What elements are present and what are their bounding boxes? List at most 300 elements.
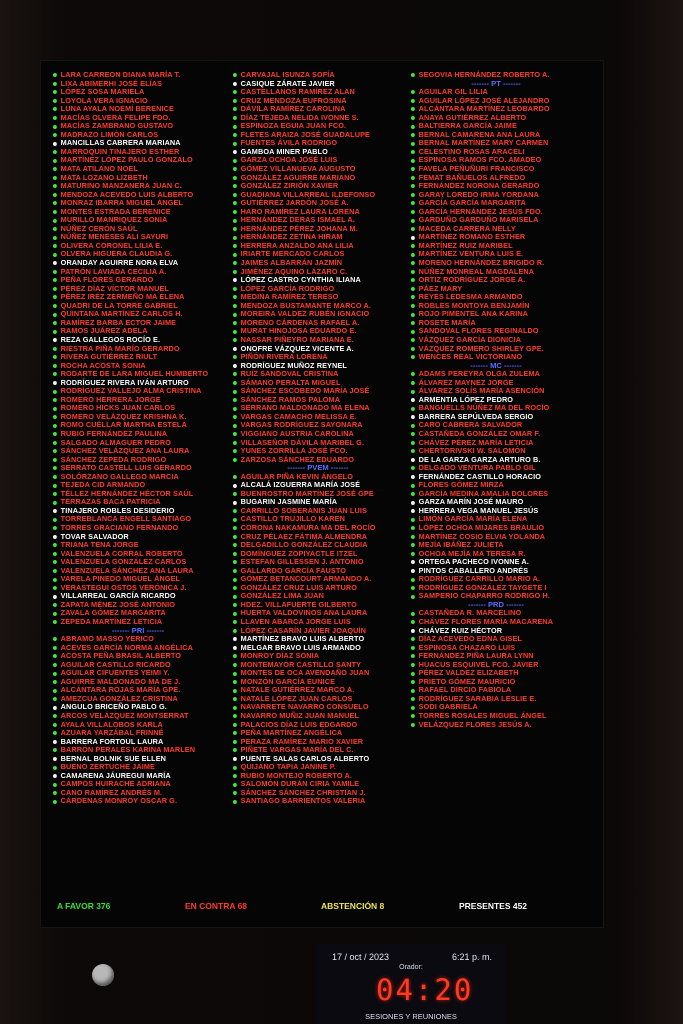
deputy-name: VELÁZQUEZ FLORES JESÚS A. xyxy=(418,719,532,729)
vote-indicator-icon xyxy=(53,714,57,718)
deputy-name: NAVARRETE NAVARRO CONSUELO xyxy=(240,702,369,712)
vote-indicator-icon xyxy=(53,116,57,120)
vote-indicator-icon xyxy=(411,355,415,359)
vote-indicator-icon xyxy=(411,176,415,180)
vote-indicator-icon xyxy=(233,415,237,419)
vote-indicator-icon xyxy=(53,313,57,317)
vote-indicator-icon xyxy=(411,184,415,188)
deputy-name: GARAY LOREDO IRMA YORDANA xyxy=(418,189,539,199)
deputy-row xyxy=(411,721,574,730)
deputy-name: NATALE LÓPEZ JUAN CARLOS xyxy=(240,693,353,703)
vote-indicator-icon xyxy=(411,441,415,445)
vote-indicator-icon xyxy=(233,125,237,129)
vote-indicator-icon xyxy=(411,304,415,308)
vote-column-3 xyxy=(411,71,581,729)
deputy-name: TEJEDA CID ARMANDO xyxy=(60,480,146,490)
vote-indicator-icon xyxy=(411,321,415,325)
session-clock-panel xyxy=(316,944,506,1024)
deputy-name: MATA LOZANO LIZBETH xyxy=(60,172,148,182)
vote-indicator-icon xyxy=(233,236,237,240)
deputy-name: ÁLVAREZ MAYNEZ JORGE xyxy=(418,377,514,387)
deputy-name: SÁNCHEZ SÁNCHEZ CHRISTIAN J. xyxy=(240,787,366,797)
vote-indicator-icon xyxy=(233,270,237,274)
deputy-name: NATALE GUTIÉRREZ MARCO A. xyxy=(240,685,355,695)
deputy-name: AGUILAR GIL LILIA xyxy=(418,87,488,97)
deputy-name: BANGUELLS NÚÑEZ MA DEL ROCÍO xyxy=(418,403,550,413)
deputy-name: TERRAZAS BACA PATRICIA xyxy=(60,497,161,507)
deputy-name: OCHOA MEJÍA MA TERESA R. xyxy=(418,548,526,558)
vote-indicator-icon xyxy=(53,441,57,445)
deputy-name: CASTAÑEDA GONZÁLEZ OMAR F. xyxy=(418,428,541,438)
vote-indicator-icon xyxy=(233,646,237,650)
deputy-name: JAIMES ALBARRÁN JAZMÍN xyxy=(240,258,343,268)
vote-indicator-icon xyxy=(411,458,415,462)
deputy-row xyxy=(53,797,216,806)
vote-indicator-icon xyxy=(53,159,57,163)
vote-indicator-icon xyxy=(411,484,415,488)
vote-indicator-icon xyxy=(53,381,57,385)
deputy-name: MARTÍNEZ RUIZ MARIBEL xyxy=(418,240,513,250)
deputy-name: ONOFRE VÁZQUEZ VICENTE A. xyxy=(240,343,354,353)
deputy-name: ZAVALA GÓMEZ MARGARITA xyxy=(60,608,166,618)
vote-indicator-icon xyxy=(411,313,415,317)
deputy-name: GÓMEZ VILLANUEVA AUGUSTO xyxy=(240,164,356,174)
deputy-name: RAFAEL DIRCIO FABIOLA xyxy=(418,685,512,695)
vote-indicator-icon xyxy=(53,287,57,291)
vote-indicator-icon xyxy=(53,133,57,137)
deputy-name: FERNÁNDEZ NORONA GERARDO xyxy=(418,181,540,191)
vote-indicator-icon xyxy=(53,774,57,778)
deputy-name: LIXA ABIMERHI JOSÉ ELÍAS xyxy=(60,78,163,88)
vote-indicator-icon xyxy=(411,116,415,120)
vote-indicator-icon xyxy=(53,663,57,667)
deputy-name: CHÁVEZ PÉREZ MARÍA LETICIA xyxy=(418,437,534,447)
deputy-name: HUERTA VALDOVINOS ANA LAURA xyxy=(240,608,368,618)
vote-indicator-icon xyxy=(233,295,237,299)
deputy-name: LÓPEZ CASARÍN JAVIER JOAQUÍN xyxy=(240,625,366,635)
deputy-name: VÁZQUEZ ROMERO SHIRLEY GPE. xyxy=(418,343,544,353)
vote-indicator-icon xyxy=(411,90,415,94)
vote-indicator-icon xyxy=(53,355,57,359)
vote-indicator-icon xyxy=(53,697,57,701)
vote-indicator-icon xyxy=(53,723,57,727)
vote-indicator-icon xyxy=(53,757,57,761)
deputy-name: GONZÁLEZ ZIRIÓN XAVIER xyxy=(240,181,339,191)
vote-indicator-icon xyxy=(53,372,57,376)
deputy-name: BERNAL CAMARENA ANA LAURA xyxy=(418,129,541,139)
deputy-name: GÓMEZ BETANCOURT ARMANDO A. xyxy=(240,574,372,584)
deputy-name: ROBLES MONTOYA BENJAMÍN xyxy=(418,300,530,310)
vote-indicator-icon xyxy=(233,432,237,436)
deputy-name: DOMÍNGUEZ ZOPIYACTLE ITZEL xyxy=(240,548,358,558)
vote-indicator-icon xyxy=(411,492,415,496)
vote-indicator-icon xyxy=(53,552,57,556)
deputy-name: DÁVILA RAMÍREZ CAROLINA xyxy=(240,104,346,114)
deputy-name: MELGAR BRAVO LUIS ARMANDO xyxy=(240,642,361,652)
deputy-name: MACEDA CARRERA NELLY xyxy=(418,223,516,233)
orador-label: Orador: xyxy=(399,964,423,971)
deputy-name: VILLASEÑOR DÁVILA MARIBEL G. xyxy=(240,437,365,447)
vote-indicator-icon xyxy=(411,697,415,701)
vote-indicator-icon xyxy=(233,595,237,599)
vote-indicator-icon xyxy=(411,663,415,667)
vote-tally-board xyxy=(40,60,604,928)
deputy-name: RIESTRA PIÑA MARÍO GERARDO xyxy=(60,343,180,353)
deputy-name: GARZA OCHOA JOSÉ LUIS xyxy=(240,155,338,165)
deputy-name: HERNÁNDEZ ZETINA HIRAM xyxy=(240,232,343,242)
deputy-name: HUACUS ESQUIVEL FCO. JAVIER xyxy=(418,659,539,669)
deputy-name: CRUZ MENDOZA EUFROSINA xyxy=(240,95,347,105)
deputy-name: MARTÍNEZ COSIO ELVIA YOLANDA xyxy=(418,531,546,541)
deputy-name: GARCÍA MEDINA AMALIA DOLORES xyxy=(418,488,549,498)
deputy-name: ALCALÁ IZGUERRA MARÍA JOSÉ xyxy=(240,480,361,490)
deputy-name: YUNES ZORRILLA JOSÉ FCO. xyxy=(240,446,348,456)
deputy-name: SALGADO ALMAGUER PEDRO xyxy=(60,437,172,447)
deputy-name: VARGAS CAMACHO MELISSA E. xyxy=(240,411,357,421)
vote-indicator-icon xyxy=(233,680,237,684)
vote-indicator-icon xyxy=(233,526,237,530)
deputy-name: FEMAT BAÑUELOS ALFREDO xyxy=(418,172,526,182)
deputy-name: CANO RAMÍREZ ANDRÉS M. xyxy=(60,787,163,797)
vote-indicator-icon xyxy=(233,637,237,641)
vote-indicator-icon xyxy=(233,313,237,317)
deputy-name: CELESTINO ROSAS ARACELI xyxy=(418,146,525,156)
vote-indicator-icon xyxy=(411,612,415,616)
vote-indicator-icon xyxy=(233,518,237,522)
deputy-name: SÁNCHEZ ESCOBEDO MARÍA JOSÉ xyxy=(240,386,370,396)
deputy-name: PIÑETE VARGAS MARÍA DEL C. xyxy=(240,745,354,755)
deputy-name: DÍAZ ACEVEDO EDNA GISEL xyxy=(418,634,523,644)
deputy-name: BUGARIN JASMINE MARÍA xyxy=(240,497,338,507)
deputy-name: RIVERA GUTIÉRREZ RIULT xyxy=(60,352,158,362)
deputy-name: ARCOS VELÁZQUEZ MONTSERRAT xyxy=(60,711,189,721)
deputy-name: OLIVERA CORONEL LILIA E. xyxy=(60,240,163,250)
deputy-name: RUÍZ SANDOVAL CRISTINA xyxy=(240,369,339,379)
vote-indicator-icon xyxy=(53,278,57,282)
deputy-name: RODRÍGUEZ SARABIA LESLIE E. xyxy=(418,693,537,703)
deputy-name: GARCÍA HERNÁNDEZ JESÚS FDO. xyxy=(418,206,543,216)
deputy-name: CAMPOS HUIRACHE ADRIANA xyxy=(60,779,171,789)
vote-indicator-icon xyxy=(233,210,237,214)
vote-indicator-icon xyxy=(233,219,237,223)
deputy-name: RUBIO MONTEJO ROBERTO A. xyxy=(240,770,352,780)
vote-indicator-icon xyxy=(233,167,237,171)
vote-indicator-icon xyxy=(53,270,57,274)
vote-indicator-icon xyxy=(53,466,57,470)
vote-indicator-icon xyxy=(53,390,57,394)
vote-indicator-icon xyxy=(53,295,57,299)
vote-indicator-icon xyxy=(411,432,415,436)
vote-indicator-icon xyxy=(411,287,415,291)
deputy-name: SÁNCHEZ RAMOS PALOMA xyxy=(240,394,341,404)
vote-indicator-icon xyxy=(233,364,237,368)
vote-indicator-icon xyxy=(411,672,415,676)
deputy-name: PIÑÓN RIVERA LORENA xyxy=(240,352,328,362)
vote-indicator-icon xyxy=(411,714,415,718)
vote-indicator-icon xyxy=(411,107,415,111)
deputy-name: MARTÍNEZ BRAVO LUIS ALBERTO xyxy=(240,634,365,644)
vote-indicator-icon xyxy=(233,552,237,556)
deputy-name: HERRERA ANZALDO ANA LILIA xyxy=(240,240,354,250)
deputy-name: FUENTES ÁVILA RODRIGO xyxy=(240,138,338,148)
deputy-name: SOLÓRZANO GALLEGO MARCIA xyxy=(60,471,179,481)
vote-indicator-icon xyxy=(233,304,237,308)
vote-indicator-icon xyxy=(233,330,237,334)
deputy-name: MARTÍNEZ LÓPEZ PAULO GONZALO xyxy=(60,155,193,165)
vote-indicator-icon xyxy=(53,90,57,94)
deputy-name: ARMENTIA LÓPEZ PEDRO xyxy=(418,394,514,404)
deputy-name: MURILLO MANRIQUEZ SONIA xyxy=(60,215,168,225)
deputy-name: SODI GABRIELA xyxy=(418,702,478,712)
vote-indicator-icon xyxy=(411,449,415,453)
deputy-name: ESTEFAN GILLESSEN J. ANTONIO xyxy=(240,557,364,567)
vote-indicator-icon xyxy=(53,766,57,770)
vote-indicator-icon xyxy=(233,372,237,376)
deputy-name: AZUARA YARZÁBAL FRINNÉ xyxy=(60,728,164,738)
deputy-name: LÓPEZ OCHOA MIJARES BRAULIO xyxy=(418,522,545,532)
vote-indicator-icon xyxy=(233,338,237,342)
vote-indicator-icon xyxy=(411,424,415,428)
vote-indicator-icon xyxy=(411,73,415,77)
vote-indicator-icon xyxy=(233,90,237,94)
vote-indicator-icon xyxy=(233,791,237,795)
deputy-name: RODRÍGUEZ MUÑOZ REYNEL xyxy=(240,360,347,370)
vote-indicator-icon xyxy=(233,484,237,488)
vote-indicator-icon xyxy=(53,492,57,496)
vote-indicator-icon xyxy=(233,99,237,103)
deputy-name: RODRÍGUEZ VALLEJO ALMA CRISTINA xyxy=(60,386,202,396)
vote-indicator-icon xyxy=(411,142,415,146)
vote-indicator-icon xyxy=(53,82,57,86)
vote-indicator-icon xyxy=(411,560,415,564)
deputy-name: SERRATO CASTELL LUIS GERARDO xyxy=(60,463,192,473)
vote-indicator-icon xyxy=(53,253,57,257)
deputy-row xyxy=(411,353,574,362)
deputy-name: SALOMÓN DURÁN CIRIA YAMILE xyxy=(240,779,360,789)
party-header: ------- MC ------- xyxy=(470,360,522,370)
deputy-name: ROCHA ACOSTA SONIA xyxy=(60,360,146,370)
deputy-name: CRUZ PÉLAEZ FÁTIMA ALMENDRA xyxy=(240,531,368,541)
deputy-name: GONZÁLEZ AGUIRRE MARIANO xyxy=(240,172,356,182)
deputy-name: HERNÁNDEZ PÉREZ JOHANA M. xyxy=(240,223,358,233)
deputy-name: RUBIO FERNÁNDEZ PAULINA xyxy=(60,428,168,438)
vote-indicator-icon xyxy=(233,697,237,701)
deputy-name: DÍAZ TEJEDA NELIDA IVONNE S. xyxy=(240,112,359,122)
vote-indicator-icon xyxy=(233,107,237,111)
deputy-name: ROMERO HICKS JUAN CARLOS xyxy=(60,403,176,413)
deputy-name: SANDOVAL FLORES REGINALDO xyxy=(418,326,539,336)
deputy-name: MORENO HERNÁNDEZ BRIGIDO R. xyxy=(418,258,545,268)
vote-indicator-icon xyxy=(53,706,57,710)
deputy-name: VALENZUELA GONZÁLEZ CARLOS xyxy=(60,557,187,567)
deputy-name: IRIARTE MERCADO CARLOS xyxy=(240,249,345,259)
vote-indicator-icon xyxy=(53,654,57,658)
vote-indicator-icon xyxy=(233,569,237,573)
deputy-name: LARA CARREON DIANA MARÍA T. xyxy=(60,70,181,79)
vote-indicator-icon xyxy=(411,706,415,710)
deputy-name: PEÑA FLORES GERARDO xyxy=(60,275,154,285)
vote-indicator-icon xyxy=(411,518,415,522)
vote-indicator-icon xyxy=(53,748,57,752)
session-time: 6:21 p. m. xyxy=(451,952,492,962)
vote-indicator-icon xyxy=(233,731,237,735)
deputy-name: TORRES GRACIANO FERNANDO xyxy=(60,522,179,532)
vote-indicator-icon xyxy=(411,637,415,641)
deputy-name: BARRERA SEPÚLVEDA SERGIO xyxy=(418,411,534,421)
vote-indicator-icon xyxy=(233,261,237,265)
deputy-name: ROMERO HERRERA JORGE xyxy=(60,394,161,404)
deputy-name: REYES LEDESMA ARMANDO xyxy=(418,292,523,302)
vote-indicator-icon xyxy=(233,398,237,402)
deputy-row xyxy=(411,71,574,80)
vote-column-2 xyxy=(233,71,403,806)
vote-indicator-icon xyxy=(411,381,415,385)
session-date: 17 / oct / 2023 xyxy=(332,952,390,962)
deputy-name: ALCÁNTARA MARTÍNEZ LEOBARDO xyxy=(418,104,550,114)
vote-indicator-icon xyxy=(233,560,237,564)
deputy-name: AGUIRRE MALDONADO MA DE J. xyxy=(60,676,181,686)
vote-indicator-icon xyxy=(411,159,415,163)
party-header: ------- PVEM ------- xyxy=(287,463,349,473)
vote-indicator-icon xyxy=(53,244,57,248)
deputy-name: SANTIAGO BARRIENTOS VALERIA xyxy=(240,796,366,806)
deputy-name: OLVERA HIGUERA CLAUDIA G. xyxy=(60,249,173,259)
vote-indicator-icon xyxy=(53,689,57,693)
vote-indicator-icon xyxy=(411,543,415,547)
deputy-name: CARVAJAL ISUNZA SOFÍA xyxy=(240,70,335,79)
deputy-name: CHÁVEZ RUIZ HÉCTOR xyxy=(418,625,503,635)
vote-indicator-icon xyxy=(233,253,237,257)
deputy-name: GARDUÑO GARDUÑO MARISELA xyxy=(418,215,539,225)
total-presentes: PRESENTES 452 xyxy=(459,901,528,911)
vote-indicator-icon xyxy=(233,543,237,547)
vote-indicator-icon xyxy=(411,338,415,342)
vote-indicator-icon xyxy=(53,475,57,479)
deputy-name: MONZÓN GARCÍA EUNICE xyxy=(240,676,336,686)
vote-indicator-icon xyxy=(53,603,57,607)
deputy-name: BARRERA FORTOUL LAURA xyxy=(60,736,164,746)
vote-indicator-icon xyxy=(233,201,237,205)
deputy-row xyxy=(411,592,574,601)
vote-indicator-icon xyxy=(411,680,415,684)
vote-indicator-icon xyxy=(411,654,415,658)
vote-indicator-icon xyxy=(233,509,237,513)
vote-indicator-icon xyxy=(411,253,415,257)
vote-indicator-icon xyxy=(53,73,57,77)
deputy-name: LÓPEZ SOSA MARIELA xyxy=(60,87,145,97)
deputy-name: VARGAS RODRÍGUEZ SAYONARA xyxy=(240,420,363,430)
vote-indicator-icon xyxy=(411,125,415,129)
vote-indicator-icon xyxy=(53,672,57,676)
deputy-name: SÁNCHEZ VELÁZQUEZ ANA LAURA xyxy=(60,446,190,456)
vote-indicator-icon xyxy=(53,586,57,590)
deputy-name: PRIETO GÓMEZ MAURICIO xyxy=(418,676,516,686)
deputy-name: GONZÁLEZ LIMA JUAN xyxy=(240,591,324,601)
vote-indicator-icon xyxy=(411,278,415,282)
vote-indicator-icon xyxy=(411,398,415,402)
vote-indicator-icon xyxy=(233,390,237,394)
vote-indicator-icon xyxy=(233,475,237,479)
vote-indicator-icon xyxy=(233,654,237,658)
vote-indicator-icon xyxy=(53,740,57,744)
deputy-name: SEGOVIA HERNÁNDEZ ROBERTO A. xyxy=(418,70,550,79)
total-favor: A FAVOR 376 xyxy=(57,901,111,911)
deputy-name: GUADIANA VILLARREAL ILDEFONSO xyxy=(240,189,376,199)
party-header: ------- PRD ------- xyxy=(468,599,524,609)
deputy-name: TORREBLANCA ENGELL SANTIAGO xyxy=(60,514,192,524)
vote-indicator-icon xyxy=(53,449,57,453)
vote-indicator-icon xyxy=(411,295,415,299)
vote-indicator-icon xyxy=(53,150,57,154)
deputy-name: AMEZCUA GONZÁLEZ CRISTINA xyxy=(60,693,178,703)
vote-indicator-icon xyxy=(411,227,415,231)
vote-indicator-icon xyxy=(233,150,237,154)
vote-indicator-icon xyxy=(53,432,57,436)
vote-indicator-icon xyxy=(233,501,237,505)
deputy-name: SÁMANO PERALTA MIGUEL xyxy=(240,377,341,387)
vote-indicator-icon xyxy=(233,407,237,411)
vote-indicator-icon xyxy=(233,629,237,633)
vote-indicator-icon xyxy=(233,663,237,667)
deputy-name: CHÁVEZ FLORES MARÍA MACARENA xyxy=(418,617,554,626)
deputy-name: LLAVEN ABARCA JORGE LUIS xyxy=(240,617,351,626)
deputy-name: MOREIRA VALDEZ RUBÉN IGNACIO xyxy=(240,309,370,319)
vote-indicator-icon xyxy=(53,731,57,735)
vote-indicator-icon xyxy=(233,381,237,385)
deputy-name: AGUILAR CIFUENTES YEIMI Y. xyxy=(60,668,170,678)
deputy-name: PEÑA MARTÍNEZ ANGÉLICA xyxy=(240,728,343,738)
deputy-name: ACOSTA PEÑA BRASIL ALBERTO xyxy=(60,651,182,661)
deputy-name: NAVARRO MUÑIZ JUAN MANUEL xyxy=(240,711,360,721)
vote-totals-bar xyxy=(41,901,603,915)
vote-indicator-icon xyxy=(233,492,237,496)
vote-indicator-icon xyxy=(411,509,415,513)
deputy-name: MATURINO MANZANERA JUAN C. xyxy=(60,181,182,191)
deputy-name: BERNAL MARTÍNEZ MARY CARMEN xyxy=(418,138,549,148)
deputy-name: VALENZUELA CORRAL ROBERTO xyxy=(60,548,183,558)
deputy-name: ZAPATA MÉNEZ JOSÉ ANTONIO xyxy=(60,599,176,609)
deputy-name: ORTIZ RODRÍGUEZ JORGE A. xyxy=(418,275,526,285)
vote-indicator-icon xyxy=(233,783,237,787)
vote-indicator-icon xyxy=(233,159,237,163)
vote-indicator-icon xyxy=(411,620,415,624)
deputy-name: CHERTORIVSKI W. SALOMÓN xyxy=(418,446,526,456)
deputy-name: QUADRI DE LA TORRE GABRIEL xyxy=(60,300,178,310)
deputy-name: MURAT HINOJOSA EDUARDO E. xyxy=(240,326,357,336)
microphone-icon xyxy=(92,964,114,986)
vote-indicator-icon xyxy=(53,791,57,795)
deputy-name: ORTEGA PACHECO IVONNE A. xyxy=(418,557,529,567)
deputy-name: BUENO ZERTUCHE JAIME xyxy=(60,762,155,772)
vote-indicator-icon xyxy=(411,552,415,556)
deputy-row xyxy=(233,797,396,806)
vote-indicator-icon xyxy=(233,287,237,291)
deputy-name: RODRÍGUEZ GONZÁLEZ TAYGETE I xyxy=(418,582,547,592)
deputy-name: ROMERO VELÁZQUEZ KRISHNA K. xyxy=(60,411,187,421)
deputy-name: MONTES DE OCA AVENDAÑO JUAN xyxy=(240,668,370,678)
vote-indicator-icon xyxy=(411,372,415,376)
deputy-name: AGUILAR LÓPEZ JOSÉ ALEJANDRO xyxy=(418,95,550,105)
vote-indicator-icon xyxy=(53,304,57,308)
vote-indicator-icon xyxy=(233,586,237,590)
deputy-name: BALTIERRA GARCÍA JAIME xyxy=(418,121,517,131)
vote-indicator-icon xyxy=(53,518,57,522)
vote-indicator-icon xyxy=(53,509,57,513)
deputy-name: RAMOS JUÁREZ ADELA xyxy=(60,326,148,336)
vote-indicator-icon xyxy=(411,578,415,582)
deputy-name: HERRERA VEGA MANUEL JESÚS xyxy=(418,505,539,515)
deputy-name: MARROQUIN TINAJERO ESTHER xyxy=(60,146,180,156)
